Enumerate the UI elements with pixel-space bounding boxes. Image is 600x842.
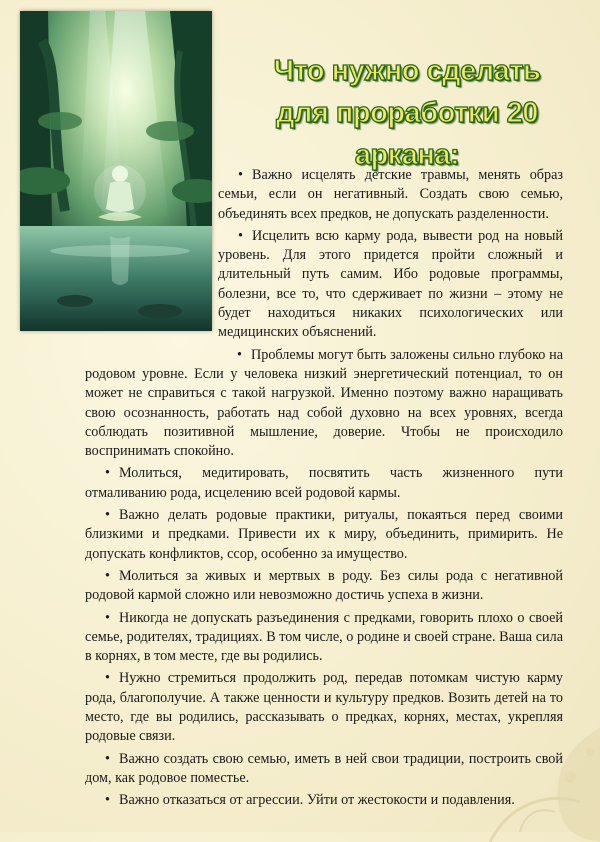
list-item: • Важно исцелять детские травмы, менять образ семьи, если он негативный. Создать свою семью, объединять всех предков, не допускать разделенности. — [218, 167, 563, 222]
list-item: • Никогда не допускать разъединения с предками, говорить плохо о своей семье, родителях, традициях. В том числе, о родине и своей стране. Ваша сила в корнях, в том месте, где вы родились. — [85, 609, 563, 665]
title-line-2: для проработки 20 аркана: — [276, 97, 538, 171]
list-item: • Важно делать родовые практики, ритуалы, покаяться перед своими близкими и предками. Привести их к миру, объединить, примирить. Не допускать конфликтов, ссор, особенно за имущество. — [85, 507, 563, 562]
bullet-icon: • — [105, 609, 110, 626]
bullet-icon: • — [105, 750, 110, 767]
bullet-list — [85, 166, 563, 814]
list-item: • Молиться за живых и мертвых в роду. Без силы рода с негативной родовой кармой сложно или невозможно достичь успеха в жизни. — [85, 567, 563, 604]
list-item: • Проблемы могут быть заложены сильно глубоко на родовом уровне. Если у человека низкий энергетический потенциал, то он может не справиться с такой нагрузкой. Именно поэтому важно наращивать свою осознанность, работать над собой духовно на всех уровнях, всегда соблюдать позитивной мышление, доверие. Чтобы не происходило воспринимать спокойно. — [85, 346, 563, 460]
bullet-icon: • — [105, 465, 110, 482]
bullet-icon: • — [105, 670, 110, 687]
page-title — [222, 50, 592, 176]
bullet-icon: • — [105, 507, 110, 524]
bullet-icon: • — [105, 567, 110, 584]
bullet-icon: • — [238, 227, 243, 244]
list-item: • Исцелить всю карму рода, вывести род на новый уровень. Для этого придется пройти сложный и длительный путь самим. Ибо родовые программы, болезни, все то, что сдерживает по жизни – этому не будет находиться никаких психологических или медицинских объяснений. — [218, 227, 563, 341]
bullet-icon: • — [237, 346, 242, 363]
bullet-icon: • — [238, 167, 243, 183]
title-line-1: Что нужно сделать — [273, 55, 541, 87]
list-item: • Нужно стремиться продолжить род, передав потомкам чистую карму рода, благополучие. А также ценности и культуру предков. Возить детей на то место, где вы родились, рассказывать о предках, корнях, местах, укрепляя родовые связи. — [85, 670, 563, 745]
list-item: • Молиться, медитировать, посвятить часть жизненного пути отмаливанию рода, исцелению всей родовой кармы. — [85, 465, 563, 501]
list-item: • Важно отказаться от агрессии. Уйти от жестокости и подавления. — [85, 791, 563, 810]
bullet-icon: • — [105, 792, 110, 809]
list-item: • Важно создать свою семью, иметь в ней свои традиции, построить свой дом, как родовое поместье. — [85, 750, 563, 786]
